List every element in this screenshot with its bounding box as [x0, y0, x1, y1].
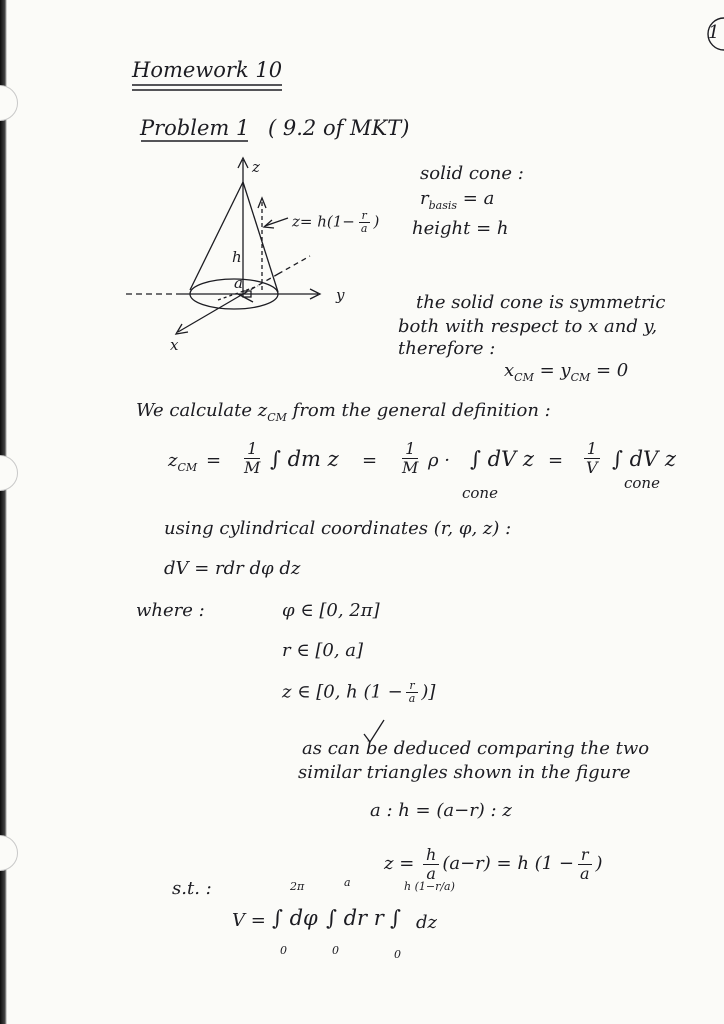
cone-subscript-b: cone: [624, 474, 660, 492]
r-range: r ∈ [0, a]: [282, 640, 364, 661]
cylindrical-note: using cylindrical coordinates (r, φ, z) :: [164, 518, 512, 539]
calculate-sentence: [136, 402, 551, 423]
note-solid-cone: solid cone :: [420, 163, 524, 184]
problem-underline: [140, 138, 250, 144]
z-range-den: a: [408, 692, 416, 706]
equals-3: =: [548, 450, 564, 471]
axis-label-x: x: [170, 336, 179, 354]
volume-element: dV = rdr dφ dz: [164, 558, 301, 579]
axis-label-z: z: [252, 158, 260, 176]
equals-1: =: [206, 450, 222, 471]
frac-b-num: 1: [402, 440, 418, 459]
v-integral-r: ∫ dr r: [326, 906, 384, 930]
title-double-underline: [130, 82, 290, 94]
limit-a: a: [344, 876, 351, 889]
v-integral-z: ∫: [390, 906, 401, 930]
integral-dm-z: ∫ dm z: [270, 447, 339, 471]
v-integral-phi: ∫ dφ: [272, 906, 318, 930]
z-eq-pre: z =: [384, 853, 415, 875]
so-that-label: s.t. :: [172, 878, 212, 899]
limit-h: h (1−r/a): [404, 880, 455, 893]
punch-hole-top: [0, 85, 18, 121]
xcm-main: x: [504, 360, 515, 381]
ycm-sub: CM: [570, 371, 591, 384]
z-eq-r-den: a: [579, 863, 590, 883]
slant-fraction-den: a: [360, 222, 368, 236]
symmetry-line-2: both with respect to x and y,: [398, 316, 658, 337]
cone-subscript-a: cone: [462, 484, 498, 502]
z-eq-post: ): [595, 853, 603, 875]
fraction-1-over-M-b: [396, 440, 424, 476]
v-equals: V =: [232, 910, 266, 931]
note-r-value: = a: [462, 188, 495, 209]
z-range-num: r: [406, 680, 417, 693]
frac-c-den: V: [586, 457, 598, 477]
axis-label-y: y: [336, 286, 345, 304]
z-range: [282, 680, 435, 705]
symmetry-line-1: the solid cone is symmetric: [416, 292, 666, 313]
zcm-main: z: [168, 450, 178, 471]
integral-dv-z-b: ∫ dV z: [612, 447, 676, 471]
page-number: 1: [708, 22, 720, 43]
punch-hole-middle: [0, 455, 18, 491]
note-r-sub: basis: [428, 199, 458, 212]
slant-label-close: ): [373, 212, 380, 231]
frac-c: [583, 440, 601, 476]
phi-range: φ ∈ [0, 2π]: [282, 600, 380, 621]
z-eq-num: h: [423, 846, 439, 865]
frac-b: [399, 440, 421, 476]
z-eq-mid: (a−r) = h (1 −: [442, 853, 574, 875]
z-eq-frac-r: [577, 846, 593, 882]
z-range-post: )]: [421, 681, 436, 703]
punch-hole-bottom: [0, 835, 18, 871]
problem-heading: Problem 1: [140, 116, 250, 140]
slant-fraction: [358, 210, 371, 235]
lower-limit-phi: 0: [280, 944, 287, 957]
note-height: height = h: [412, 218, 509, 239]
frac-a-num: 1: [244, 440, 260, 459]
note-r-basis: [420, 190, 494, 211]
lower-limit-z: 0: [394, 948, 401, 961]
rho-dot: ρ ·: [428, 450, 451, 471]
symmetry-line-3: therefore :: [398, 338, 496, 359]
frac-a-den: M: [244, 457, 261, 477]
z-eq-frac-h: [423, 846, 439, 882]
xcm-sub: CM: [514, 371, 534, 384]
calc-pre: We calculate z: [136, 400, 268, 421]
z-range-frac: [406, 680, 419, 705]
height-label: h: [232, 248, 242, 266]
equals-2: =: [362, 450, 378, 471]
xcm-eq: =: [539, 360, 555, 381]
slant-fraction-num: r: [359, 210, 370, 223]
calc-sub: CM: [267, 411, 287, 424]
z-range-pre: z ∈ [0, h (1 −: [282, 681, 403, 703]
fraction-1-over-M-a: [238, 440, 266, 476]
page-title: Homework 10: [132, 58, 283, 82]
slant-label: [292, 210, 379, 235]
z-expression: [384, 846, 603, 882]
zcm-sub: CM: [177, 461, 198, 474]
z-eq-den: a: [426, 863, 436, 883]
v-dz: dz: [416, 912, 438, 933]
ycm-main: y: [560, 360, 571, 381]
fraction-1-over-V: [580, 440, 604, 476]
limit-2pi: 2π: [290, 880, 305, 893]
where-label: where :: [136, 600, 205, 621]
frac-c-num: 1: [584, 440, 600, 459]
deduce-line-2: similar triangles shown in the figure: [298, 762, 631, 783]
calc-post: from the general definition :: [292, 400, 551, 421]
cm-xy-result: [504, 362, 628, 383]
slant-label-text: z= h(1−: [292, 212, 355, 231]
note-r-main: r: [420, 188, 429, 209]
zcm-lhs: [168, 452, 197, 473]
lower-limit-r: 0: [332, 944, 339, 957]
ycm-eq: = 0: [596, 360, 629, 381]
frac-b-den: M: [402, 457, 419, 477]
integral-dv-z-a: ∫ dV z: [470, 447, 534, 471]
problem-reference: ( 9.2 of MKT): [268, 116, 410, 140]
proportion: a : h = (a−r) : z: [370, 800, 512, 821]
deduce-line-1: as can be deduced comparing the two: [302, 738, 650, 759]
frac-a: [241, 440, 263, 476]
radius-label: a: [234, 274, 243, 292]
z-eq-r-num: r: [578, 846, 592, 865]
